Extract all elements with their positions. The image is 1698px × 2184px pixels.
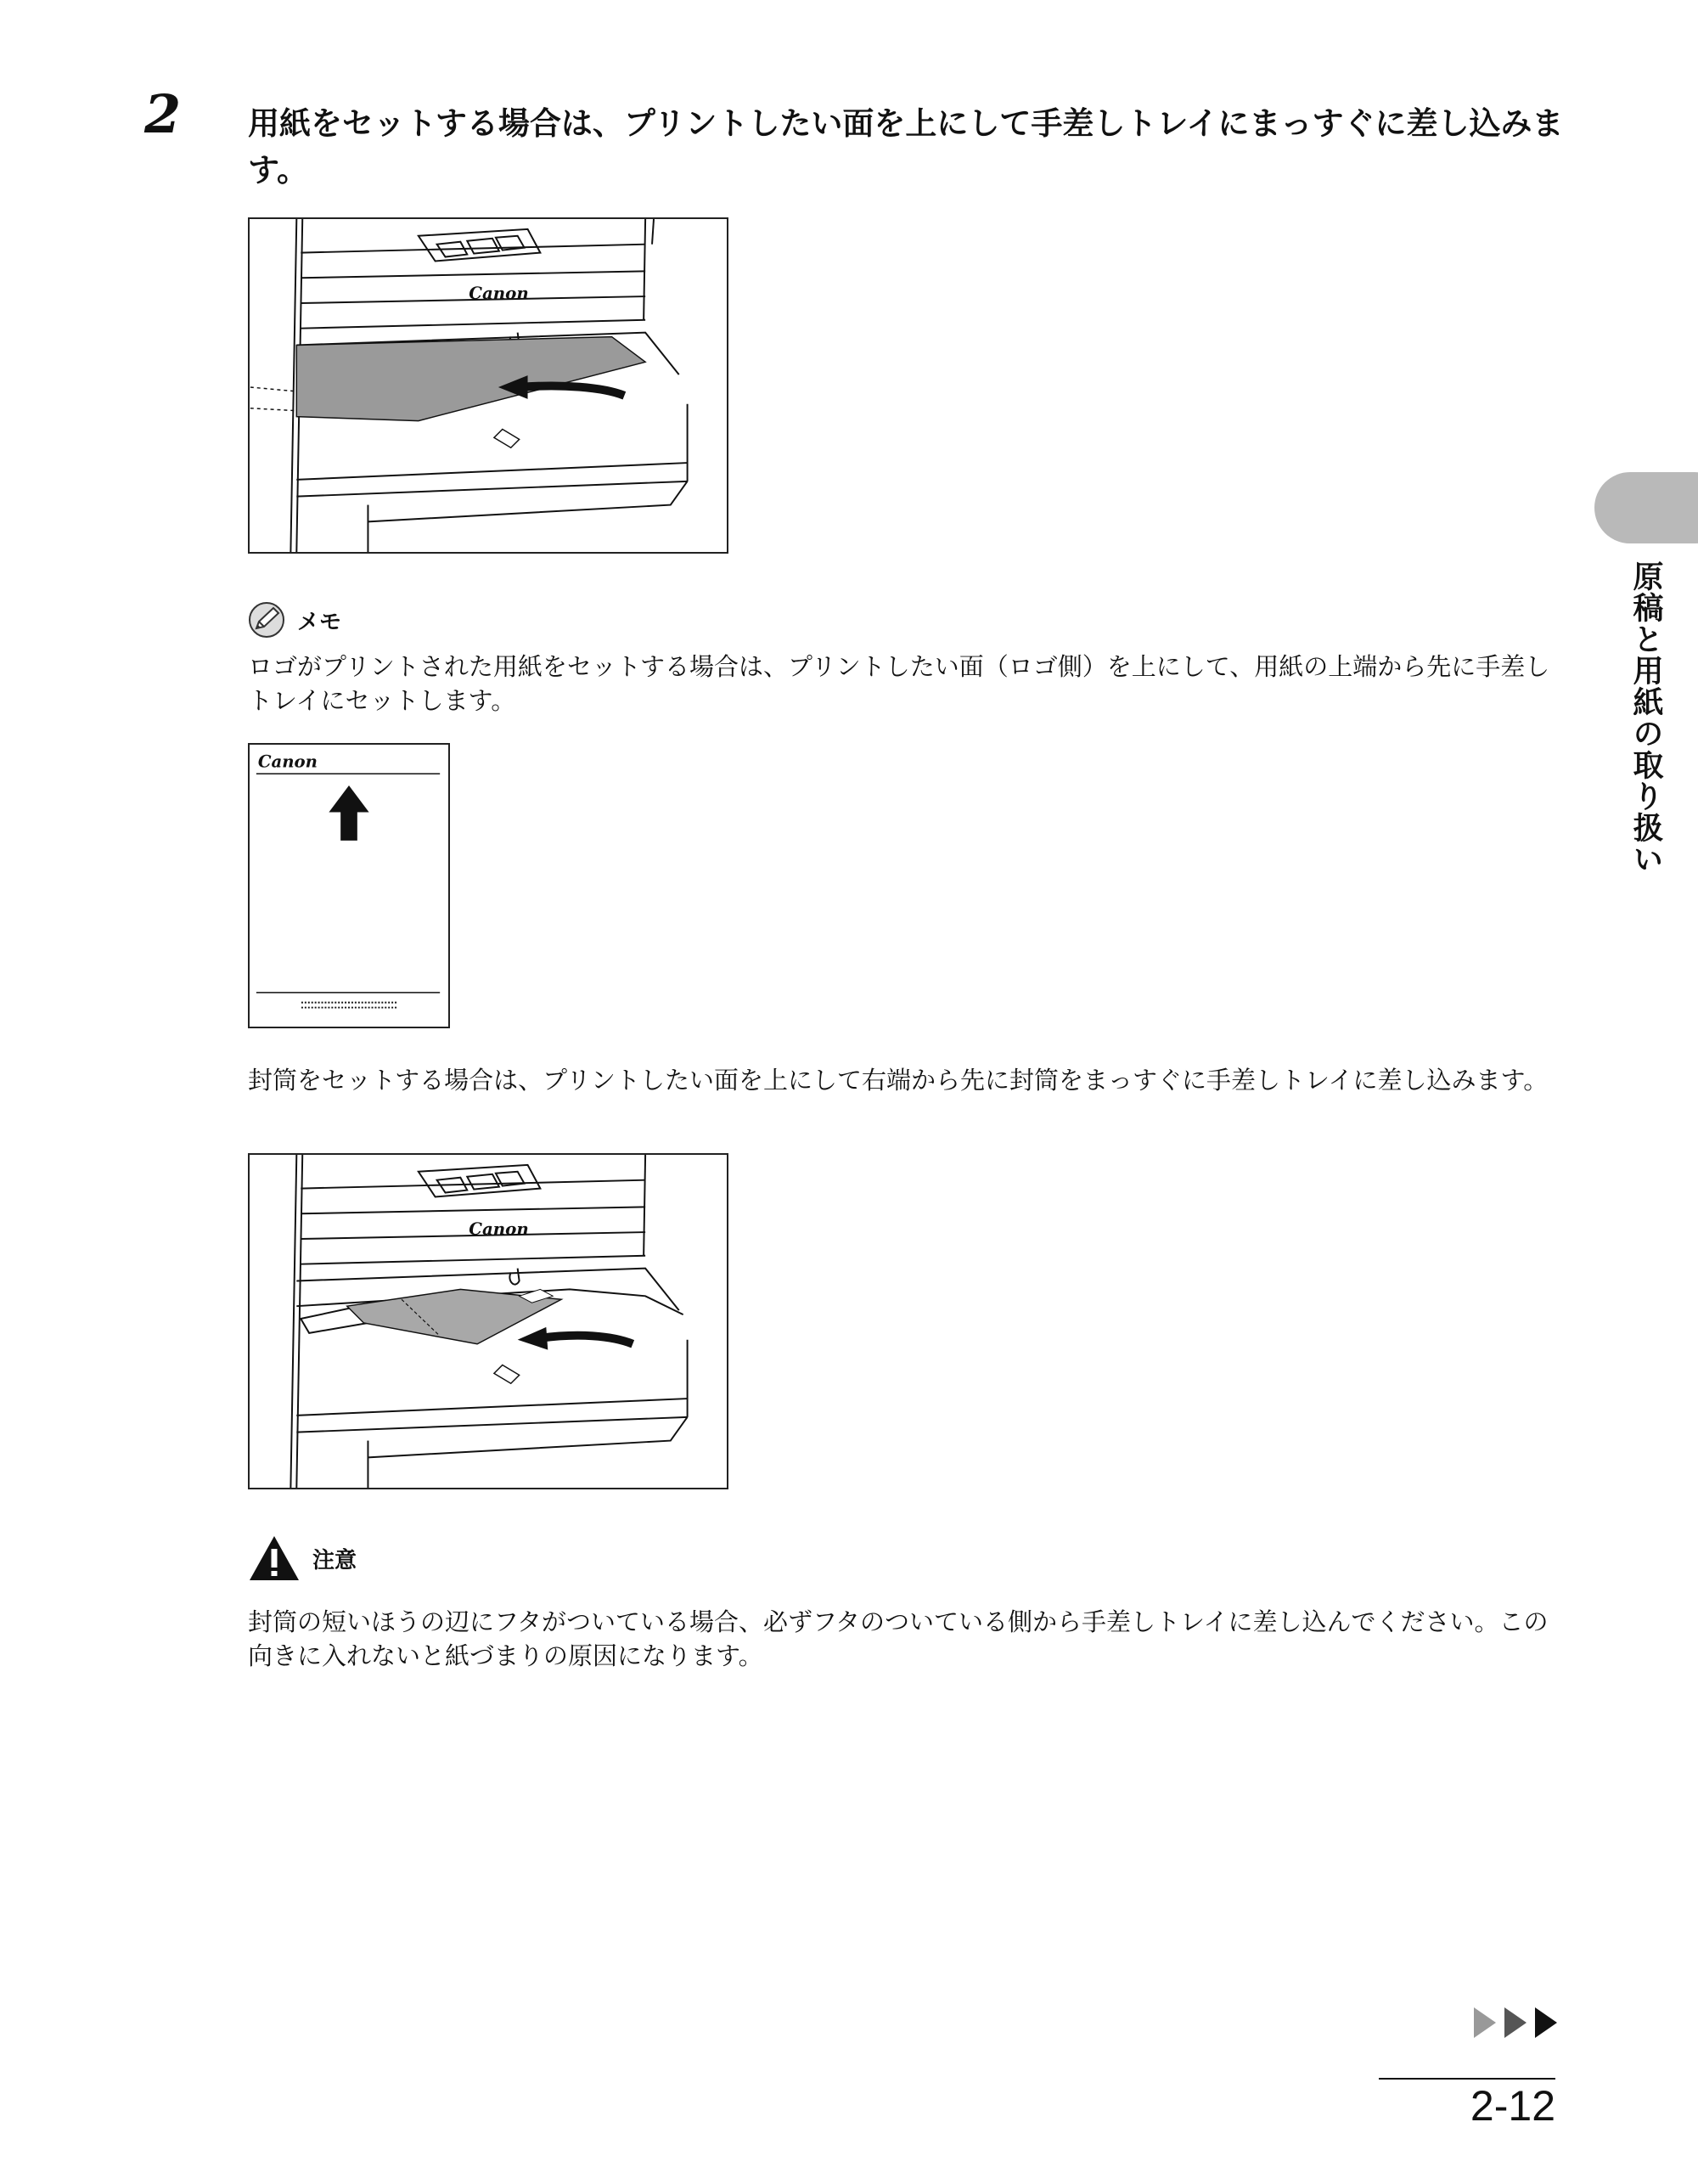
chapter-tab [1594,472,1698,543]
pencil-icon [248,601,285,639]
printer-paper-illustration [248,217,728,554]
warning-icon [248,1534,301,1582]
printer-logo-text: Canon [469,283,529,304]
continue-arrows-icon [1474,2004,1557,2041]
caution-label: 注意 [312,1547,357,1573]
footer-rule [1379,2078,1555,2080]
envelope-instruction: 封筒をセットする場合は、プリントしたい面を上にして右端から先に封筒をまっすぐに手差しトレイに差し込みます。 [248,1066,1549,1095]
up-arrow-icon [329,785,368,841]
memo-label: メモ [297,609,342,635]
printer-envelope-illustration [248,1153,728,1489]
memo-heading [248,599,341,641]
logo-sheet-illustration [248,743,450,1028]
memo-text: ロゴがプリントされた用紙をセットする場合は、プリントしたい面（ロゴ側）を上にして、用紙の上端から先に手差しトレイにセットします。 [248,652,1550,715]
caution-heading [248,1534,357,1582]
chapter-title: 原稿と用紙の取り扱い [1628,560,1663,875]
caution-text: 封筒の短いほうの辺にフタがついている場合、必ずフタのついている側から手差しトレイに差し込んでください。この向きに入れないと紙づまりの原因になります。 [248,1607,1549,1670]
page-number: 2-12 [1470,2082,1555,2130]
sheet-logo-text: Canon [257,751,318,772]
step-number: 2 [144,83,182,145]
envelope-printer-logo-text: Canon [469,1219,529,1240]
step-instruction: 用紙をセットする場合は、プリントしたい面を上にして手差しトレイにまっすぐに差し込みます。 [248,105,1564,189]
